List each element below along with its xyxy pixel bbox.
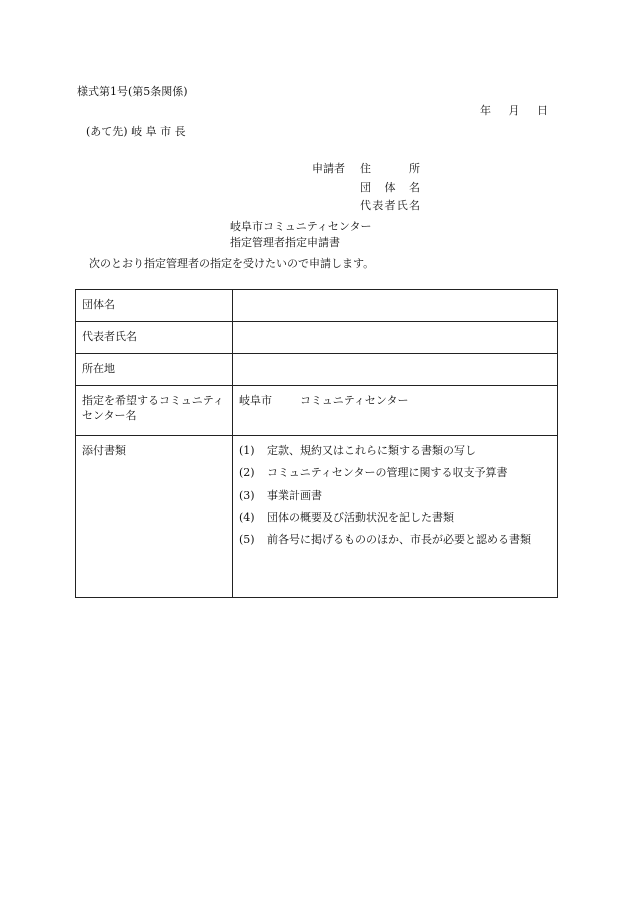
document-title-line1: 岐阜市コミュニティセンター (230, 220, 372, 233)
attachment-item (239, 489, 551, 503)
intro-text: 次のとおり指定管理者の指定を受けたいので申請します。 (89, 257, 375, 270)
representative-name-field[interactable] (233, 322, 558, 354)
facility-name-field[interactable] (233, 386, 558, 436)
table-row (76, 354, 558, 386)
date-line (480, 104, 548, 118)
row-label-representative: 代表者氏名 (76, 322, 233, 354)
facility-suffix: コミュニティセンター (300, 394, 409, 407)
attachment-item (239, 466, 551, 480)
application-table (75, 289, 558, 598)
attachment-number: (1) (239, 444, 255, 457)
applicant-representative-label: 代表者氏名 (360, 199, 420, 212)
date-year: 年 (480, 104, 491, 117)
applicant-organization-label: 団体名 (360, 181, 420, 194)
row-label-address: 所在地 (76, 354, 233, 386)
row-label-organization: 団体名 (76, 290, 233, 322)
attachment-text: コミュニティセンターの管理に関する収支予算書 (267, 466, 508, 480)
applicant-address-label: 住所 (360, 162, 420, 175)
table-row (76, 436, 558, 598)
attachment-text: 定款、規約又はこれらに類する書類の写し (267, 444, 476, 457)
attachment-text: 前各号に掲げるもののほか、市長が必要と認める書類 (267, 533, 531, 547)
applicant-label: 申請者 (312, 162, 345, 175)
attachment-item (239, 444, 551, 458)
facility-prefix: 岐阜市 (239, 394, 272, 407)
attachment-number: (2) (239, 466, 255, 480)
address-field[interactable] (233, 354, 558, 386)
attachment-number: (4) (239, 510, 255, 524)
document-title-line2: 指定管理者指定申請書 (230, 236, 340, 249)
attachment-item (239, 533, 551, 547)
row-label-attachments: 添付書類 (76, 436, 233, 598)
table-row (76, 322, 558, 354)
addressee: (あて先) 岐 阜 市 長 (86, 125, 186, 138)
table-row (76, 386, 558, 436)
date-day: 日 (537, 104, 548, 117)
attachments-list (233, 436, 558, 598)
table-row (76, 290, 558, 322)
attachment-number: (3) (239, 488, 255, 502)
attachment-text: 団体の概要及び活動状況を記した書類 (267, 510, 454, 524)
attachment-item (239, 511, 551, 525)
attachment-number: (5) (239, 533, 255, 547)
organization-name-field[interactable] (233, 290, 558, 322)
row-label-facility: 指定を希望するコミュニティセンター名 (76, 386, 233, 436)
form-number: 様式第1号(第5条関係) (77, 85, 188, 98)
attachment-text: 事業計画書 (267, 488, 322, 502)
date-month: 月 (508, 104, 520, 117)
